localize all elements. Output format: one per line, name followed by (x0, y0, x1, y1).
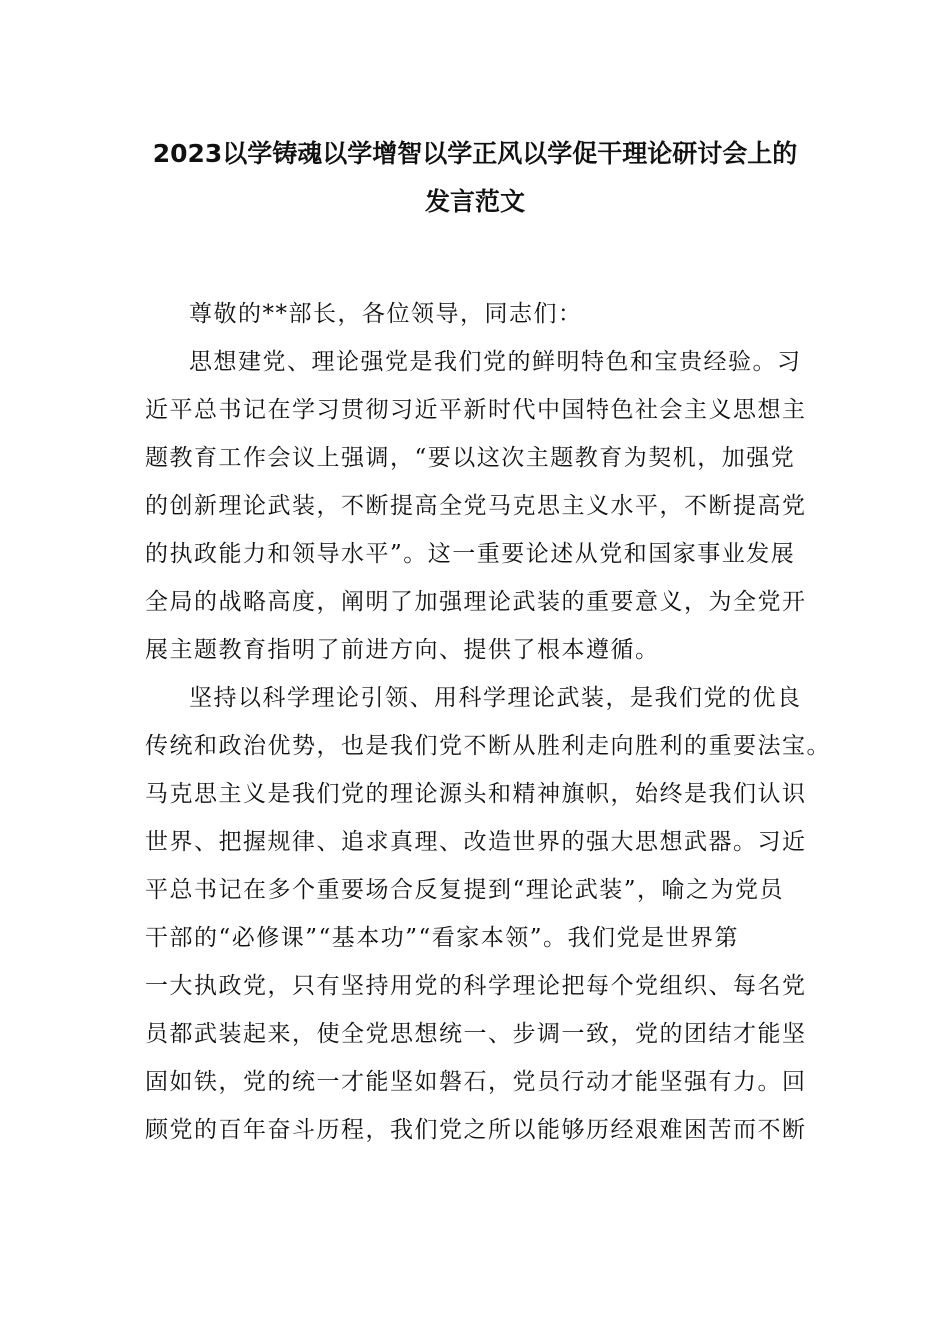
body-line: 思想建党、理论强党是我们党的鲜明特色和宝贵经验。习 (189, 349, 802, 375)
body-line: 平总书记在多个重要场合反复提到“理论武装”，喻之为党员 (145, 877, 785, 903)
body-line: 顾党的百年奋斗历程，我们党之所以能够历经艰难困苦而不断 (145, 1117, 807, 1143)
document-title-line-1: 2023以学铸魂以学增智以学正风以学促干理论研讨会上的 (152, 139, 798, 168)
body-line: 一大执政党，只有坚持用党的科学理论把每个党组织、每名党 (145, 973, 807, 999)
body-line: 坚持以科学理论引领、用科学理论武装，是我们党的优良 (189, 685, 802, 711)
body-line: 近平总书记在学习贯彻习近平新时代中国特色社会主义思想主 (145, 397, 807, 423)
salutation-line: 尊敬的**部长，各位领导，同志们： (189, 301, 583, 327)
body-line: 展主题教育指明了前进方向、提供了根本遵循。 (145, 637, 660, 663)
body-line: 传统和政治优势，也是我们党不断从胜利走向胜利的重要法宝。 (145, 733, 831, 759)
body-line: 干部的“必修课”“基本功”“看家本领”。我们党是世界第 (145, 925, 740, 951)
body-line: 员都武装起来，使全党思想统一、步调一致，党的团结才能坚 (145, 1021, 807, 1047)
document-title-line-2: 发言范文 (424, 187, 525, 216)
body-line: 马克思主义是我们党的理论源头和精神旗帜，始终是我们认识 (145, 781, 807, 807)
body-line: 世界、把握规律、追求真理、改造世界的强大思想武器。习近 (145, 829, 807, 855)
body-line: 的执政能力和领导水平”。这一重要论述从党和国家事业发展 (145, 541, 796, 567)
body-line: 题教育工作会议上强调，“要以这次主题教育为契机，加强党 (145, 445, 796, 471)
body-line: 固如铁，党的统一才能坚如磐石，党员行动才能坚强有力。回 (145, 1069, 807, 1095)
body-line: 的创新理论武装，不断提高全党马克思主义水平，不断提高党 (145, 493, 807, 519)
body-line: 全局的战略高度，阐明了加强理论武装的重要意义，为全党开 (145, 589, 807, 615)
